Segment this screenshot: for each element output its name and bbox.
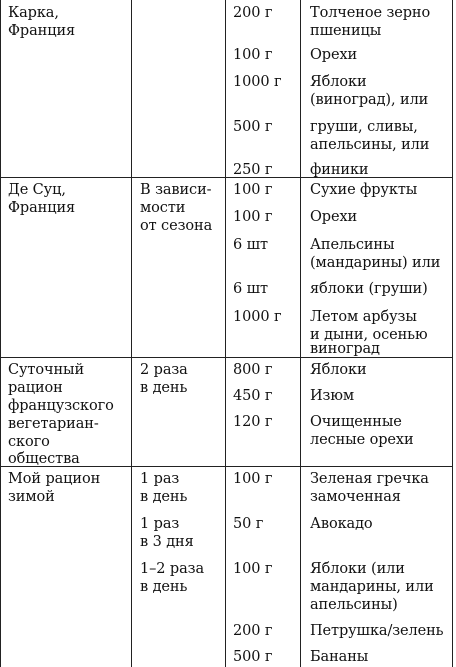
amount-cell: 50 г bbox=[233, 516, 264, 532]
frequency-cell: в день bbox=[140, 489, 188, 505]
food-cell: Летом арбузы bbox=[310, 309, 417, 325]
food-cell: (виноград), или bbox=[310, 92, 429, 108]
amount-cell: 100 г bbox=[233, 561, 273, 577]
food-cell: апельсины, или bbox=[310, 137, 430, 153]
amount-cell: 6 шт bbox=[233, 281, 268, 297]
place-cell: зимой bbox=[8, 489, 55, 505]
amount-cell: 6 шт bbox=[233, 237, 268, 253]
food-cell: (мандарины) или bbox=[310, 255, 441, 271]
column-divider bbox=[225, 0, 226, 667]
food-cell: Авокадо bbox=[310, 516, 373, 532]
amount-cell: 100 г bbox=[233, 47, 273, 63]
frequency-cell: от сезона bbox=[140, 218, 213, 234]
column-divider bbox=[300, 0, 301, 667]
food-cell: Орехи bbox=[310, 209, 358, 225]
food-cell: Толченое зерно bbox=[310, 5, 431, 21]
place-cell: Франция bbox=[8, 200, 76, 216]
food-cell: мандарины, или bbox=[310, 579, 434, 595]
frequency-cell: в 3 дня bbox=[140, 534, 194, 550]
amount-cell: 120 г bbox=[233, 414, 273, 430]
food-cell: лесные орехи bbox=[310, 432, 414, 448]
food-cell: Яблоки (или bbox=[310, 561, 405, 577]
place-cell: Франция bbox=[8, 23, 76, 39]
place-cell: рацион bbox=[8, 380, 63, 396]
column-divider bbox=[131, 0, 132, 667]
place-cell: Де Суц, bbox=[8, 182, 66, 198]
amount-cell: 200 г bbox=[233, 623, 273, 639]
place-cell: французского bbox=[8, 398, 114, 414]
row-divider bbox=[1, 177, 452, 178]
frequency-cell: 2 раза bbox=[140, 362, 188, 378]
food-cell: Яблоки bbox=[310, 74, 367, 90]
food-cell: финики bbox=[310, 162, 369, 178]
food-cell: Сухие фрукты bbox=[310, 182, 418, 198]
amount-cell: 100 г bbox=[233, 209, 273, 225]
place-cell: Карка, bbox=[8, 5, 59, 21]
food-cell: и дыни, осенью bbox=[310, 327, 428, 343]
food-cell: груши, сливы, bbox=[310, 119, 418, 135]
amount-cell: 800 г bbox=[233, 362, 273, 378]
food-cell: виноград bbox=[310, 341, 380, 357]
frequency-cell: в день bbox=[140, 380, 188, 396]
food-cell: Изюм bbox=[310, 388, 355, 404]
amount-cell: 100 г bbox=[233, 182, 273, 198]
food-cell: апельсины) bbox=[310, 597, 398, 613]
food-cell: Апельсины bbox=[310, 237, 395, 253]
amount-cell: 450 г bbox=[233, 388, 273, 404]
place-cell: Суточный bbox=[8, 362, 85, 378]
food-cell: Зеленая гречка bbox=[310, 471, 429, 487]
amount-cell: 500 г bbox=[233, 119, 273, 135]
amount-cell: 200 г bbox=[233, 5, 273, 21]
frequency-cell: 1 раз bbox=[140, 471, 180, 487]
place-cell: Мой рацион bbox=[8, 471, 101, 487]
amount-cell: 100 г bbox=[233, 471, 273, 487]
food-cell: Орехи bbox=[310, 47, 358, 63]
frequency-cell: 1 раз bbox=[140, 516, 180, 532]
frequency-cell: 1–2 раза bbox=[140, 561, 204, 577]
place-cell: вегетариан- bbox=[8, 416, 99, 432]
amount-cell: 1000 г bbox=[233, 309, 282, 325]
amount-cell: 1000 г bbox=[233, 74, 282, 90]
frequency-cell: в день bbox=[140, 579, 188, 595]
food-cell: Бананы bbox=[310, 649, 369, 665]
food-cell: пшеницы bbox=[310, 23, 382, 39]
food-cell: Петрушка/зелень bbox=[310, 623, 444, 639]
food-cell: замоченная bbox=[310, 489, 401, 505]
amount-cell: 500 г bbox=[233, 649, 273, 665]
frequency-cell: мости bbox=[140, 200, 186, 216]
frequency-cell: В зависи- bbox=[140, 182, 212, 198]
amount-cell: 250 г bbox=[233, 162, 273, 178]
place-cell: общества bbox=[8, 451, 80, 467]
row-divider bbox=[1, 357, 452, 358]
food-cell: Очищенные bbox=[310, 414, 402, 430]
food-cell: Яблоки bbox=[310, 362, 367, 378]
place-cell: ского bbox=[8, 434, 50, 450]
food-cell: яблоки (груши) bbox=[310, 281, 428, 297]
